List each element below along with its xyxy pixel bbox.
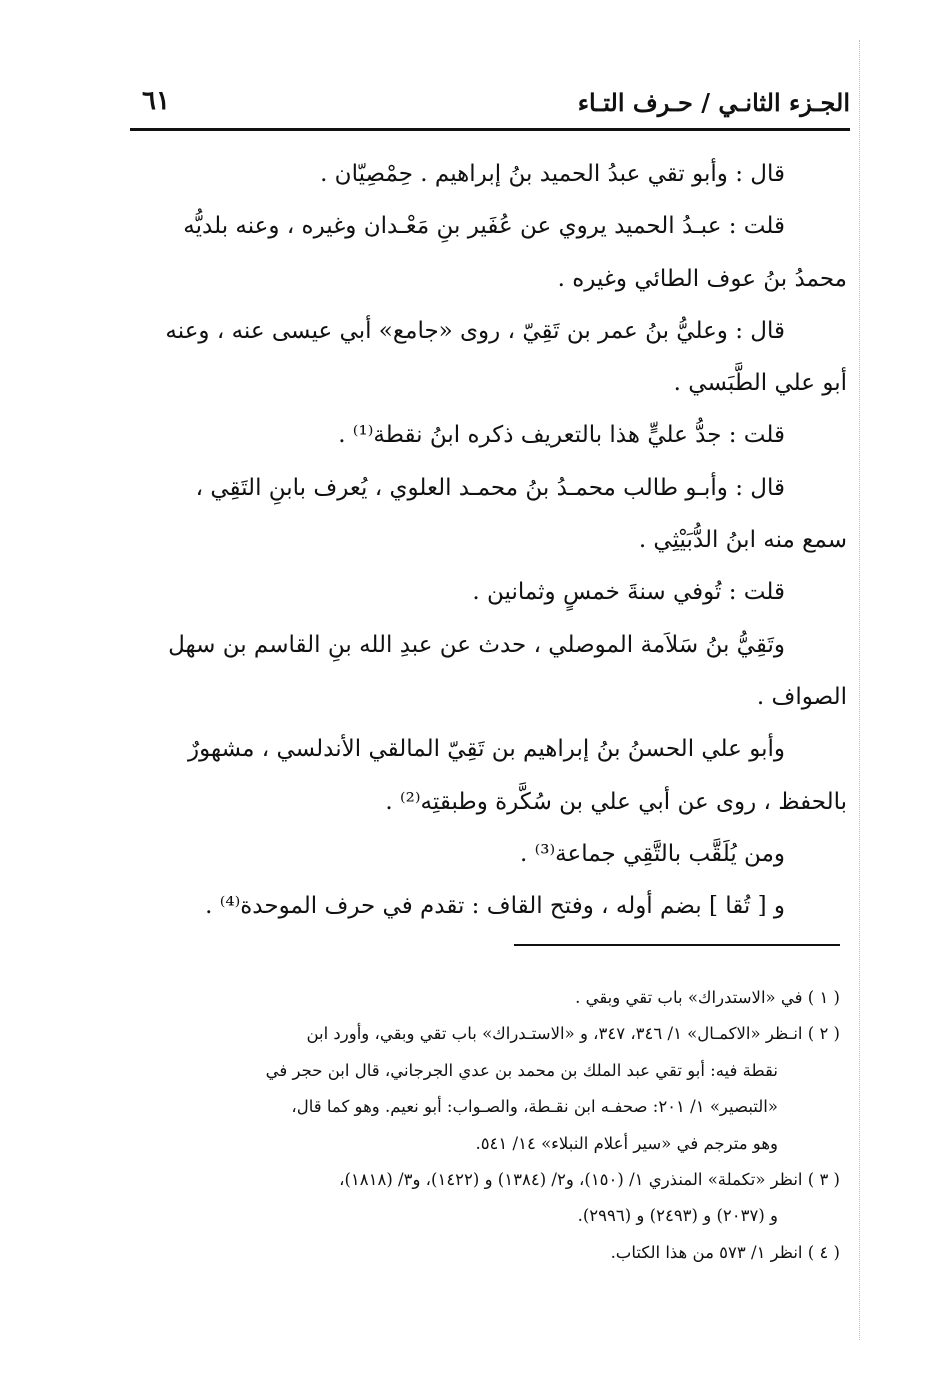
footnote-line: «التبصير» ١/ ٢٠١: صحفـه ابن نقـطة، والصـواب: أبو نعيم. وهو كما قال، xyxy=(291,1097,778,1117)
footnote-line: ( ٢ ) انـظر «الاكمـال» ١/ ٣٤٦، ٣٤٧، و «الاستـدراك» باب تقي وبقي، وأورد ابن xyxy=(306,1024,840,1044)
footnote-line: ( ٣ ) انظر «تكملة» المنذري ١/ (١٥٠)، و٢/ (١٣٨٤) و (١٤٢٢)، و٣/ (١٨١٨)، xyxy=(339,1170,840,1190)
page-header xyxy=(130,84,850,124)
text-line: ومن يُلَقَّب بالتَّقِي جماعة⁽³⁾ . xyxy=(519,840,785,867)
header-rule xyxy=(130,128,850,131)
page-number: ٦١ xyxy=(142,86,170,116)
text-line: أبو علي الطَّبَسي . xyxy=(673,370,847,397)
margin-dotted-line xyxy=(859,40,860,1340)
text-line: بالحفظ ، روى عن أبي علي بن سُكَّرة وطبقتِه⁽²⁾ . xyxy=(385,788,847,815)
text-line: قال : وعليُّ بنُ عمر بن تَقِيّ ، روى «جامع» أبي عيسى عنه ، وعنه xyxy=(165,317,785,344)
text-line: سمع منه ابنُ الدُّبَيْثِي . xyxy=(638,527,847,554)
text-line: قلت : عبـدُ الحميد يروي عن عُفَير بنِ مَعْـدان وغيره ، وعنه بلديُّه xyxy=(183,213,785,240)
text-line: قال : وأبو تقي عبدُ الحميد بنُ إبراهيم . حِمْصِيّان . xyxy=(320,161,785,187)
text-line: قلت : تُوفي سنةَ خمسٍ وثمانين . xyxy=(472,579,785,606)
running-title: الجـزء الثانـي / حـرف التـاء xyxy=(577,88,850,117)
footnote-line: و (٢٠٣٧) و (٢٤٩٣) و (٢٩٩٦). xyxy=(577,1206,778,1226)
text-line: و [ تُقا ] بضم أوله ، وفتح القاف : تقدم في حرف الموحدة⁽⁴⁾ . xyxy=(205,893,785,920)
text-line: وتَقِيُّ بنُ سَلاَمة الموصلي ، حدث عن عبدِ الله بنِ القاسم بن سهل xyxy=(168,631,785,658)
footnote-line: ( ١ ) في «الاستدراك» باب تقي وبقي . xyxy=(575,988,840,1007)
text-line: وأبو علي الحسنُ بنُ إبراهيم بن تَقِيّ المالقي الأندلسي ، مشهورٌ xyxy=(188,736,785,763)
footnote-line: ( ٤ ) انظر ١/ ٥٧٣ من هذا الكتاب. xyxy=(610,1242,840,1262)
main-text xyxy=(132,148,847,932)
text-line: محمدُ بنُ عوف الطائي وغيره . xyxy=(557,265,847,292)
footnote-line: نقطة فيه: أبو تقي عبد الملك بن محمد بن عدي الجرجاني، قال ابن حجر في xyxy=(265,1060,778,1080)
footnote-rule xyxy=(514,944,840,946)
text-line: الصواف . xyxy=(756,683,847,710)
text-line: قلت : جدُّ عليٍّ هذا بالتعريف ذكره ابنُ نقطة⁽¹⁾ . xyxy=(338,422,785,449)
footnote-line: وهو مترجم في «سير أعلام النبلاء» ١٤/ ٥٤١. xyxy=(475,1133,778,1153)
text-line: قال : وأبـو طالب محمـدُ بنُ محمـد العلوي ، يُعرف بابنِ التَقِي ، xyxy=(195,474,785,501)
footnotes xyxy=(120,980,840,1271)
